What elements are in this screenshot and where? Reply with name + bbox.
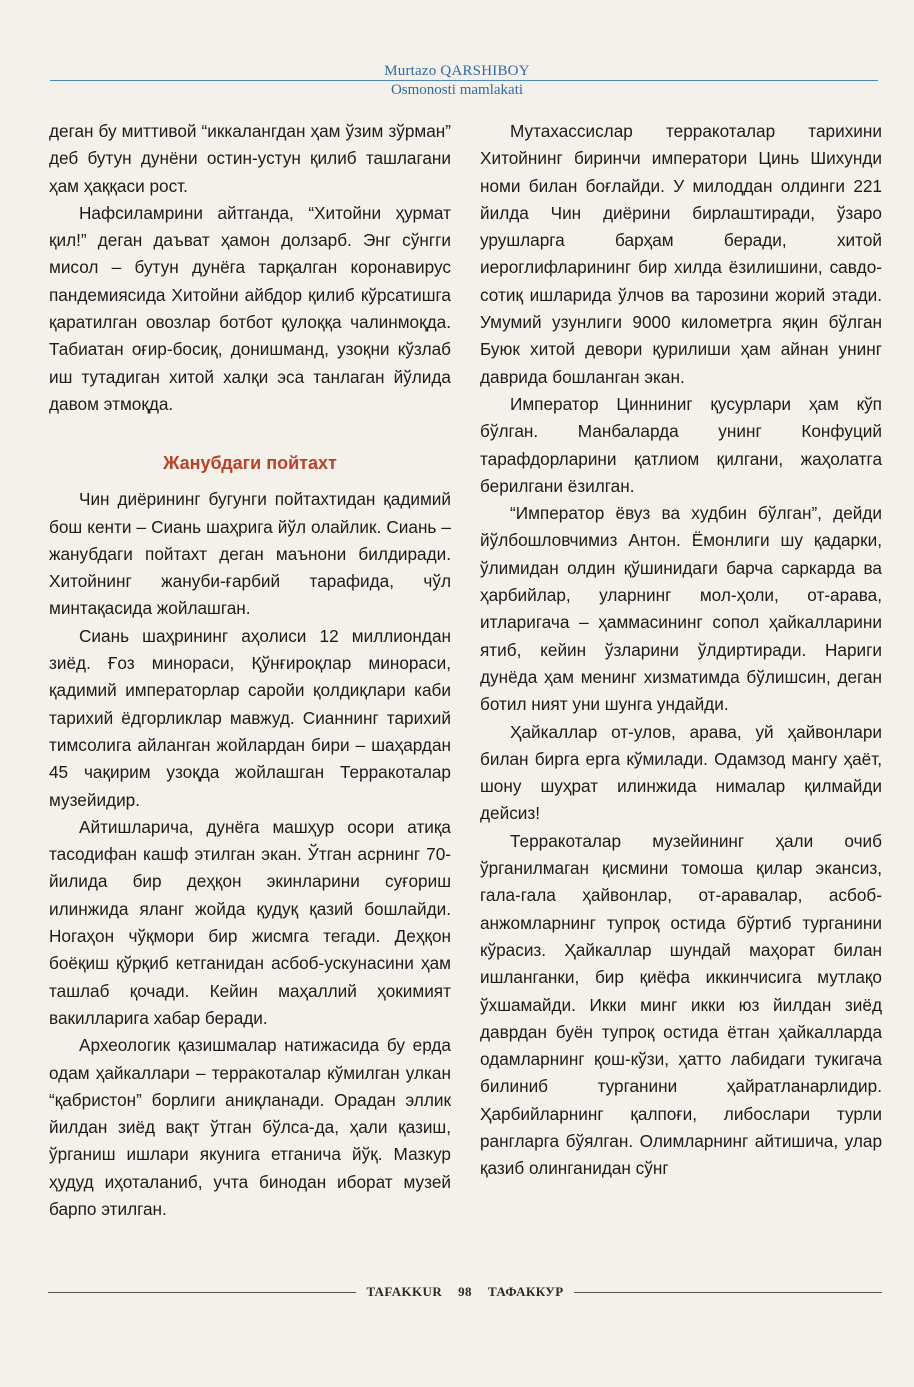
- paragraph: деган бу миттивой “иккалангдан ҳам ўзим зўрман” деб бутун дунёни остин-устун қилиб ташлагани ҳам ҳаққаси рост.: [49, 121, 451, 196]
- footer-magazine-latin: TAFAKKUR: [366, 1284, 443, 1299]
- paragraph: “Император ёвуз ва худбин бўлган”, дейди йўлбошловчимиз Антон. Ёмонлиги шу қадарки, ўлимидан олдин қўшинидаги барча саркарда ва ҳарбийлар, уларнинг мол-ҳоли, от-арава, итларигача – ҳаммасининг сопол ҳайкалларини ятиб, кейин ўзларини ўлдиртиради. Нариги дунёда ҳам менинг хизматимда бўлишсин, деган ботил ният уни шунга ундайди.: [480, 503, 882, 715]
- page-footer: [48, 1280, 882, 1304]
- paragraph: Император Цинниниг қусурлари ҳам кўп бўлган. Манбаларда унинг Конфуций тарафдорларини қатлиом қилгани, жаҳолатга берилгани ёзилган.: [480, 393, 882, 496]
- page-header: [0, 62, 914, 99]
- article-title: Osmonosti mamlakati: [390, 82, 524, 98]
- paragraph: Ҳайкаллар от-улов, арава, уй ҳайвонлари билан бирга ерга кўмилади. Одамзод мангу ҳаёт, шону шуҳрат илинжида нималар қилмайди дейсиз!: [480, 721, 882, 824]
- footer-magazine-cyrillic: ТАФАККУР: [487, 1284, 564, 1299]
- paragraph: Терракоталар музейининг ҳали очиб ўрганилмаган қисмини томоша қилар экансиз, гала-гала ҳайвонлар, от-аравалар, асбоб-анжомларнинг тупроқ остида бўртиб турганини кўрасиз. Ҳайкаллар шундай маҳорат билан ишланганки, бир қиёфа иккинчисига мутлақо ўхшамайди. Икки минг икки юз йилдан зиёд даврдан буён тупроқ остида ётган ҳайкалларда одамларнинг қош-кўзи, ҳатто лабидаги тукигача билиниб турганини ҳайратланарлидир. Ҳарбийларнинг қалпоғи, либослари турли рангларга бўялган. Олимларнинг айтишича, улар қазиб олинганидан сўнг: [480, 830, 882, 1179]
- footer-rule-right: [574, 1292, 882, 1293]
- section-subheading: Жанубдаги пойтахт: [163, 453, 337, 474]
- paragraph: Археологик қазишмалар натижасида бу ерда одам ҳайкаллари – терракоталар кўмилган улкан “қабристон” борлиги аниқланади. Орадан эллик йилдан зиёд вақт ўтган бўлса-да, ҳали қазиш, ўрганиш ишлари якунига етганича йўқ. Мазкур ҳудуд иҳоталаниб, учта бинодан иборат музей барпо этилган.: [49, 1035, 451, 1219]
- paragraph: Мутахассислар терракоталар тарихини Хитойнинг биринчи императори Цинь Шихунди номи билан боғлайди. У милоддан олдинги 221 йилда Чин диёрини бирлаштиради, ўзаро урушларга барҳам беради, хитой иероглифларининг бир хилда ёзилишини, савдо-сотиқ ишларида ўлчов ва тарозини жорий этади. Умумий узунлиги 9000 километрга яқин бўлган Буюк хитой девори қурилиши ҳам айнан унинг даврида бошланган экан.: [480, 121, 882, 387]
- page-number: 98: [458, 1284, 472, 1299]
- author-name: Murtazo QARSHIBOY: [384, 63, 530, 79]
- left-column: [49, 118, 451, 1223]
- right-column: [480, 118, 882, 1183]
- paragraph: Чин диёрининг бугунги пойтахтидан қадимий бош кенти – Сиань шаҳрига йўл олайлик. Сиань – жанубдаги пойтахт деган маънони билдиради. Хитойнинг жануби-ғарбий тарафида, чўл минтақасида жойлашган.: [49, 489, 451, 619]
- paragraph: Айтишларича, дунёга машҳур осори атиқа тасодифан кашф этилган экан. Ўтган асрнинг 70-йилида бир деҳқон экинларини суғориш илинжида яланг жойда қудуқ қазий бошлайди. Ногаҳон чўқмори бир жисмга тегади. Деҳқон боёқиш қўрқиб кетганидан асбоб-ускунасини ҳам ташлаб қочади. Кейин маҳаллий ҳокимият вакилларига хабар беради.: [49, 816, 451, 1028]
- paragraph: Нафсиламрини айтганда, “Хитойни ҳурмат қил!” деган даъват ҳамон долзарб. Энг сўнгги мисол – бутун дунёга тарқалган коронавирус пандемиясида Хитойни айбдор қилиб кўрсатишга қаратилган овозлар ботбот қулоққа чалинмоқда. Табиатан оғир-босиқ, донишманд, узоқни кўзлаб иш тутадиган хитой халқи эса танлаган йўлида давом этмоқда.: [49, 202, 451, 414]
- paragraph: Сиань шаҳрининг аҳолиси 12 миллиондан зиёд. Ғоз минораси, Қўнғироқлар минораси, қадимий императорлар саройи қолдиқлари каби тарихий ёдгорликлар мавжуд. Сианнинг тарихий тимсолига айланган жойлардан бири – шаҳардан 45 чақирим узоқда жойлашган Терракоталар музейидир.: [49, 625, 451, 810]
- footer-rule-left: [48, 1292, 356, 1293]
